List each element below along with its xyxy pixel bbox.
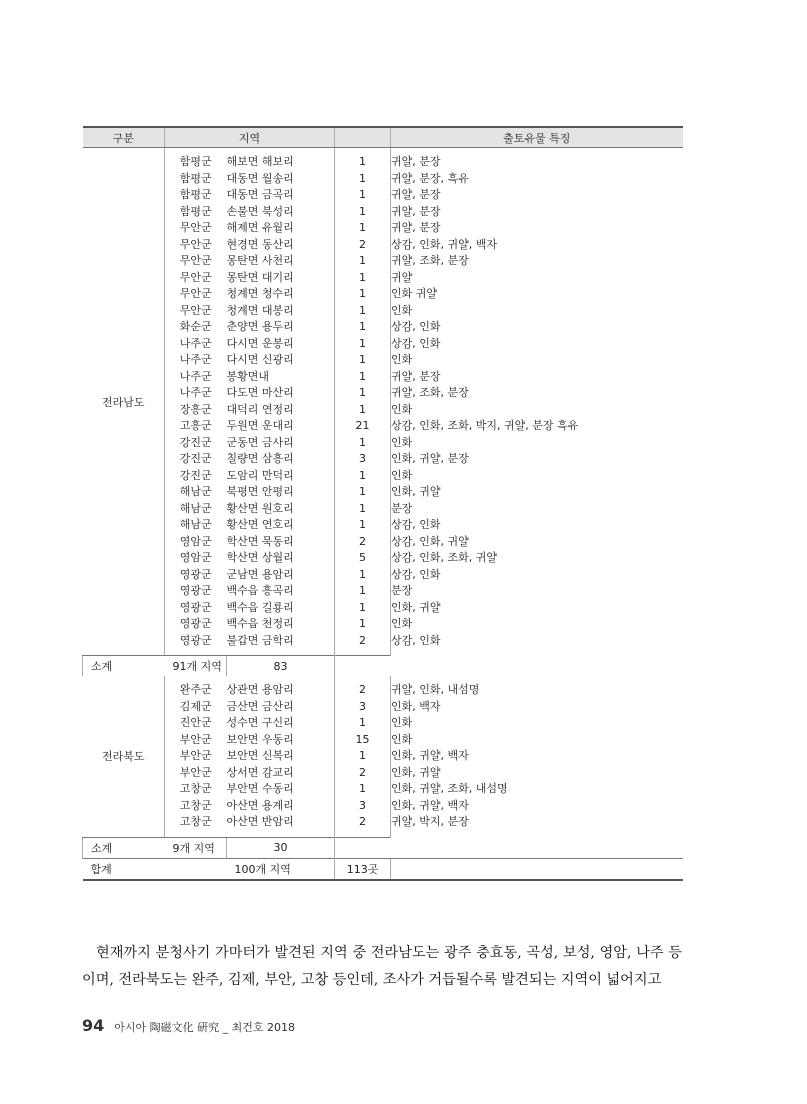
location-cell: 대동면 월송리 (226, 171, 294, 185)
county-cell: 함평군 (165, 204, 227, 221)
subtotal-row (83, 837, 683, 858)
features-cell: 귀얄, 인화, 내섬명 (391, 682, 683, 699)
table-row (83, 484, 683, 501)
county-cell: 영암군 (165, 550, 227, 567)
county-cell: 고창군 (165, 798, 227, 815)
location-cell: 청계면 청수리 (226, 287, 294, 300)
table-row (83, 286, 683, 303)
count-cell: 5 (335, 550, 391, 567)
features-cell: 인화, 귀얄, 조화, 내섬명 (391, 781, 683, 798)
header-count (335, 127, 391, 148)
county-cell: 나주군 (165, 352, 227, 369)
subtotal-count: 83 (227, 656, 335, 677)
table-row (83, 435, 683, 452)
county-cell: 무안군 (165, 270, 227, 287)
count-cell: 2 (335, 682, 391, 699)
location-cell: 보안면 신복리 (226, 749, 294, 762)
location-cell: 황산면 원호리 (226, 501, 294, 515)
features-cell: 인화, 귀얄 (391, 484, 683, 501)
county-cell: 무안군 (165, 286, 227, 303)
location-cell: 봉황면내 (226, 369, 270, 383)
features-cell: 인화, 귀얄, 분장 (391, 451, 683, 468)
total-regions: 100개 지역 (227, 858, 335, 880)
county-cell: 김제군 (165, 699, 227, 716)
location-cell: 춘양면 용두리 (226, 320, 294, 333)
county-cell: 부안군 (165, 765, 227, 782)
features-cell: 상감, 인화, 조화, 귀얄 (391, 550, 683, 567)
count-cell: 1 (335, 286, 391, 303)
county-cell: 영광군 (165, 567, 227, 584)
location-cell: 다도면 마산리 (226, 386, 294, 399)
location-cell: 보안면 우동리 (226, 732, 294, 746)
table-row (83, 517, 683, 534)
county-cell: 무안군 (165, 220, 227, 237)
location-cell: 학산면 묵동리 (226, 534, 294, 548)
county-cell: 강진군 (165, 435, 227, 452)
region-cell: 전라남도 (83, 148, 165, 656)
count-cell: 1 (335, 567, 391, 584)
county-cell: 영암군 (165, 534, 227, 551)
table-row (83, 352, 683, 369)
count-cell: 2 (335, 765, 391, 782)
county-cell: 함평군 (165, 171, 227, 188)
features-cell: 귀얄, 분장 (391, 220, 683, 237)
features-cell: 상감, 인화 (391, 319, 683, 336)
count-cell: 1 (335, 402, 391, 419)
table-row (83, 220, 683, 237)
count-cell: 1 (335, 220, 391, 237)
table-row (83, 237, 683, 254)
subtotal-row (83, 656, 683, 677)
table-row (83, 699, 683, 716)
location-cell: 금산면 금산리 (226, 699, 294, 713)
count-cell: 2 (335, 814, 391, 831)
subtotal-regions: 9개 지역 (165, 837, 227, 858)
features-cell: 인화 (391, 616, 683, 633)
location-cell: 불갑면 금학리 (226, 633, 294, 647)
count-cell: 1 (335, 204, 391, 221)
location-cell: 상관면 용암리 (226, 683, 294, 696)
location-cell: 아산면 반암리 (226, 815, 294, 828)
features-cell: 귀얄, 조화, 분장 (391, 385, 683, 402)
location-cell: 다시면 운봉리 (226, 336, 294, 350)
table-row (83, 715, 683, 732)
location-cell: 청계면 대봉리 (226, 303, 294, 317)
location-cell: 해제면 유월리 (226, 221, 294, 234)
count-cell: 1 (335, 748, 391, 765)
features-cell: 인화 (391, 468, 683, 485)
table-row (83, 501, 683, 518)
county-cell: 해남군 (165, 517, 227, 534)
features-cell: 분장 (391, 501, 683, 518)
location-cell: 몽탄면 사천리 (226, 254, 294, 267)
table-row (83, 732, 683, 749)
location-cell: 아산면 용계리 (226, 798, 294, 812)
county-cell: 영광군 (165, 583, 227, 600)
features-cell: 상감, 인화 (391, 336, 683, 353)
table-row (83, 468, 683, 485)
location-cell: 상서면 감교리 (226, 765, 294, 779)
location-cell: 손불면 북성리 (226, 204, 294, 218)
count-cell: 2 (335, 534, 391, 551)
county-cell: 진안군 (165, 715, 227, 732)
count-cell: 1 (335, 253, 391, 270)
county-cell: 함평군 (165, 187, 227, 204)
features-cell: 인화, 백자 (391, 699, 683, 716)
features-cell: 인화 (391, 352, 683, 369)
page-footer (82, 1016, 295, 1035)
county-cell: 함평군 (165, 154, 227, 171)
county-cell: 장흥군 (165, 402, 227, 419)
features-cell: 귀얄 (391, 270, 683, 287)
count-cell: 1 (335, 171, 391, 188)
count-cell: 1 (335, 352, 391, 369)
header-category: 구분 (83, 127, 165, 148)
count-cell: 1 (335, 468, 391, 485)
county-cell: 나주군 (165, 385, 227, 402)
count-cell: 1 (335, 319, 391, 336)
table-row (83, 451, 683, 468)
features-cell: 상감, 인화, 귀얄, 백자 (391, 237, 683, 254)
table-row (83, 798, 683, 815)
count-cell: 21 (335, 418, 391, 435)
county-cell: 무안군 (165, 253, 227, 270)
location-cell: 황산면 연호리 (226, 518, 294, 531)
table-body (83, 148, 683, 880)
count-cell: 1 (335, 435, 391, 452)
count-cell: 2 (335, 237, 391, 254)
county-cell: 영광군 (165, 633, 227, 650)
count-cell: 1 (335, 616, 391, 633)
table-row (83, 270, 683, 287)
table-row (83, 336, 683, 353)
table-row (83, 583, 683, 600)
table-row (83, 550, 683, 567)
count-cell: 1 (335, 385, 391, 402)
page-number: 94 (82, 1016, 105, 1035)
county-cell: 무안군 (165, 237, 227, 254)
features-cell: 귀얄, 분장 (391, 369, 683, 386)
subtotal-count: 30 (227, 837, 335, 858)
features-cell: 귀얄, 박지, 분장 (391, 814, 683, 831)
features-cell: 인화, 귀얄 (391, 765, 683, 782)
county-cell: 강진군 (165, 468, 227, 485)
location-cell: 해보면 해보리 (226, 155, 294, 168)
count-cell: 3 (335, 451, 391, 468)
features-cell: 상감, 인화 (391, 517, 683, 534)
table-row (83, 303, 683, 320)
location-cell: 몽탄면 대기리 (226, 270, 294, 284)
journal-title: 아시아 陶磁文化 硏究 _ 최건호 2018 (114, 1021, 295, 1034)
county-cell: 나주군 (165, 369, 227, 386)
features-cell: 상감, 인화 (391, 633, 683, 650)
location-cell: 군동면 금사리 (226, 435, 294, 449)
location-cell: 다시면 신광리 (226, 353, 294, 366)
features-cell: 인화, 귀얄, 백자 (391, 748, 683, 765)
table-row (83, 319, 683, 336)
table-row (83, 171, 683, 188)
subtotal-label: 소계 (83, 837, 165, 858)
table-row (83, 600, 683, 617)
count-cell: 1 (335, 583, 391, 600)
features-cell: 귀얄, 분장, 흑유 (391, 171, 683, 188)
features-cell: 상감, 인화 (391, 567, 683, 584)
count-cell: 1 (335, 369, 391, 386)
count-cell: 1 (335, 336, 391, 353)
county-cell: 고흥군 (165, 418, 227, 435)
features-cell: 인화 (391, 402, 683, 419)
county-cell: 무안군 (165, 303, 227, 320)
region-cell: 전라북도 (83, 676, 165, 837)
table-row (83, 616, 683, 633)
county-cell: 화순군 (165, 319, 227, 336)
location-cell: 학산면 상월리 (226, 551, 294, 564)
county-cell: 영광군 (165, 616, 227, 633)
table-row (83, 765, 683, 782)
county-cell: 강진군 (165, 451, 227, 468)
location-cell: 백수읍 천정리 (226, 617, 294, 630)
features-cell: 인화 (391, 715, 683, 732)
table-row (83, 781, 683, 798)
total-row (83, 858, 683, 880)
count-cell: 1 (335, 501, 391, 518)
table-row (83, 418, 683, 435)
table-row (83, 814, 683, 831)
count-cell: 1 (335, 715, 391, 732)
features-cell: 상감, 인화, 귀얄 (391, 534, 683, 551)
county-cell: 해남군 (165, 501, 227, 518)
count-cell: 1 (335, 303, 391, 320)
features-cell: 귀얄, 분장 (391, 187, 683, 204)
location-cell: 대동면 금곡리 (226, 188, 294, 201)
county-cell: 부안군 (165, 748, 227, 765)
county-cell: 나주군 (165, 336, 227, 353)
table-row (83, 534, 683, 551)
pad-cell (391, 649, 683, 656)
location-cell: 백수읍 흥곡리 (226, 584, 294, 597)
header-region: 지역 (165, 127, 335, 148)
features-cell: 귀얄, 조화, 분장 (391, 253, 683, 270)
features-cell: 상감, 인화, 조화, 박지, 귀얄, 분장 흑유 (391, 418, 683, 435)
total-count: 113곳 (335, 858, 391, 880)
count-cell: 1 (335, 270, 391, 287)
location-cell: 군남면 용암리 (226, 567, 294, 581)
county-cell: 해남군 (165, 484, 227, 501)
features-cell: 귀얄, 분장 (391, 204, 683, 221)
county-cell: 완주군 (165, 682, 227, 699)
total-empty (391, 858, 683, 880)
location-cell: 성수면 구신리 (226, 716, 294, 729)
table-row (83, 204, 683, 221)
table-row (83, 187, 683, 204)
table-row (83, 402, 683, 419)
table-row (83, 369, 683, 386)
features-cell: 인화 귀얄 (391, 286, 683, 303)
count-cell: 1 (335, 517, 391, 534)
count-cell: 2 (335, 633, 391, 650)
table-row (83, 567, 683, 584)
location-cell: 북평면 안평리 (226, 485, 294, 498)
table-row (83, 154, 683, 171)
total-label: 합계 (83, 858, 227, 880)
pad-cell (391, 831, 683, 838)
subtotal-empty (335, 656, 391, 677)
count-cell: 1 (335, 154, 391, 171)
table-row (83, 385, 683, 402)
location-cell: 현경면 동산리 (226, 237, 294, 251)
features-cell: 인화, 귀얄 (391, 600, 683, 617)
table-row (83, 682, 683, 699)
features-cell: 인화 (391, 303, 683, 320)
features-cell: 분장 (391, 583, 683, 600)
features-cell: 인화 (391, 732, 683, 749)
location-cell: 칠량면 삼흥리 (226, 452, 294, 465)
table-row (83, 748, 683, 765)
count-cell: 1 (335, 484, 391, 501)
count-cell: 1 (335, 600, 391, 617)
header-features: 출토유물 특징 (391, 127, 683, 148)
county-cell: 고창군 (165, 814, 227, 831)
subtotal-regions: 91개 지역 (165, 656, 227, 677)
location-cell: 두원면 운대리 (226, 419, 294, 432)
county-cell: 부안군 (165, 732, 227, 749)
count-cell: 15 (335, 732, 391, 749)
features-cell: 귀얄, 분장 (391, 154, 683, 171)
location-cell: 도암리 만덕리 (226, 468, 294, 482)
count-cell: 3 (335, 798, 391, 815)
body-paragraph: 현재까지 분청사기 가마터가 발견된 지역 중 전라남도는 광주 충효동, 곡성, 보성, 영암, 나주 등이며, 전라북도는 완주, 김제, 부안, 고창 등인데, 조사가 거듭될수록 발견되는 지역이 넓어지고 (82, 945, 682, 989)
location-cell: 부안면 수동리 (226, 782, 294, 795)
table-header-row (83, 127, 683, 148)
kiln-sites-table (82, 126, 683, 881)
subtotal-label: 소계 (83, 656, 165, 677)
count-cell: 1 (335, 781, 391, 798)
count-cell: 3 (335, 699, 391, 716)
county-cell: 영광군 (165, 600, 227, 617)
subtotal-empty (335, 837, 391, 858)
location-cell: 백수읍 길룡리 (226, 600, 294, 614)
features-cell: 인화 (391, 435, 683, 452)
county-cell: 고창군 (165, 781, 227, 798)
table-row (83, 253, 683, 270)
features-cell: 인화, 귀얄, 백자 (391, 798, 683, 815)
count-cell: 1 (335, 187, 391, 204)
table-row (83, 633, 683, 650)
location-cell: 대덕리 연정리 (226, 402, 294, 416)
